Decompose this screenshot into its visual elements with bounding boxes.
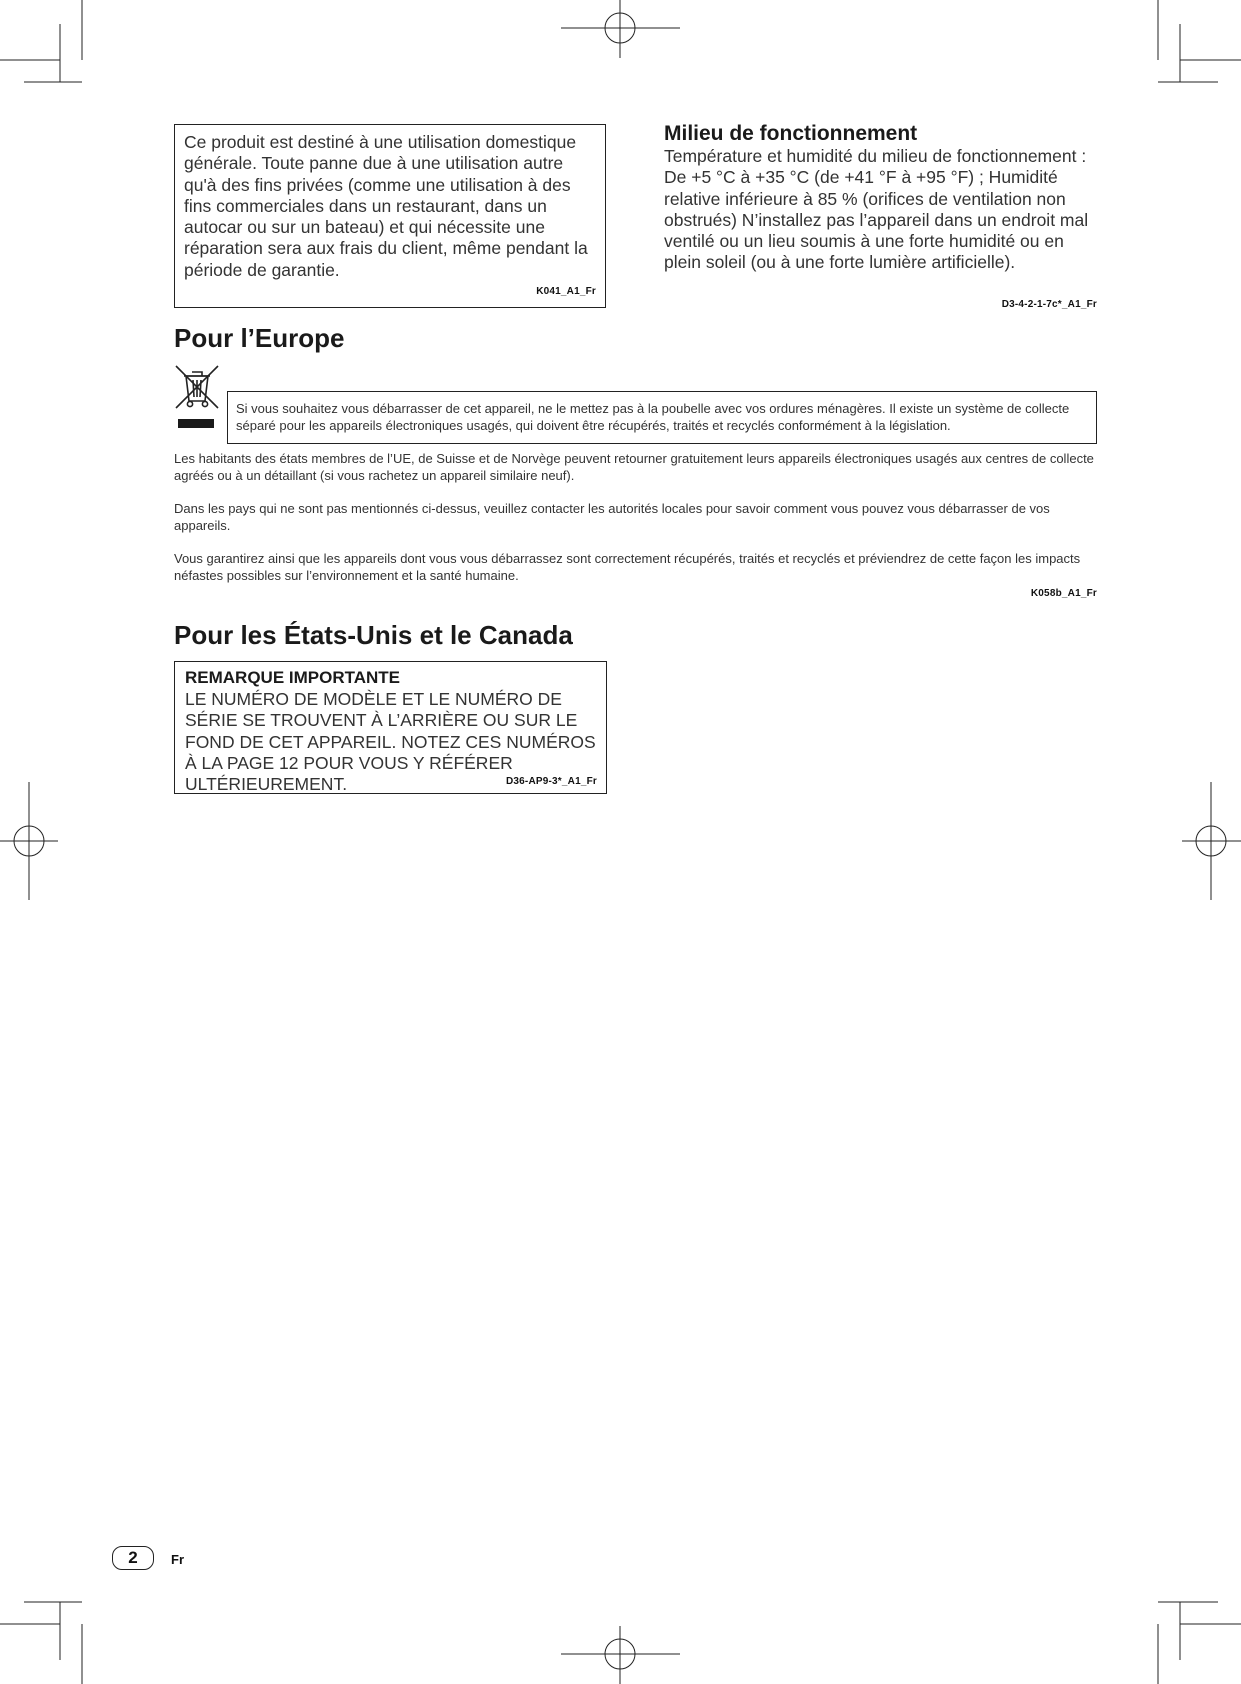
europe-paragraph-3: Vous garantirez ainsi que les appareils dont vous vous débarrassez sont correctement récupérés, traités et recyclés et préviendrez de cette façon les impacts néfastes possibles sur l’environnement et la santé humaine. <box>174 551 1081 583</box>
europe-paragraph-1: Les habitants des états membres de l’UE, de Suisse et de Norvège peuvent retourner gratuitement leurs appareils électroniques usagés aux centres de collecte agréés ou à un détaillant (si vous rachetez un appareil similaire neuf). <box>174 451 1094 483</box>
warranty-text: Ce produit est destiné à une utilisation domestique générale. Toute panne due à une utilisation autre qu'à des fins privées (comme une utilisation à des fins commerciales dans un restaurant, dans un autocar ou sur un bateau) et qui nécessite une réparation sera aux frais du client, même pendant la période de garantie. <box>184 132 588 280</box>
warranty-code: K041_A1_Fr <box>536 286 596 297</box>
crossed-out-wheelie-bin-icon <box>174 364 220 430</box>
disposal-notice-box <box>227 391 1097 444</box>
page-number: 2 <box>112 1546 154 1570</box>
notice-code: D36-AP9-3*_A1_Fr <box>505 776 597 787</box>
environment-title: Milieu de fonctionnement <box>664 122 918 145</box>
europe-paragraph-2: Dans les pays qui ne sont pas mentionnés ci-dessus, veuillez contacter les autorités locales pour savoir comment vous pouvez vous débarrasser de vos appareils. <box>174 501 1050 533</box>
important-notice-box <box>174 661 607 794</box>
disposal-notice-text: Si vous souhaitez vous débarrasser de cet appareil, ne le mettez pas à la poubelle avec vos ordures ménagères. Il existe un système de collecte séparé pour les appareils électroniques usagés, qui doivent être récupérés, traités et recyclés conformément à la législation. <box>236 401 1070 433</box>
europe-code: K058b_A1_Fr <box>1030 588 1097 599</box>
us-canada-heading: Pour les États-Unis et le Canada <box>174 620 573 650</box>
notice-title: REMARQUE IMPORTANTE <box>185 668 401 687</box>
warranty-notice-box <box>174 124 606 308</box>
environment-code: D3-4-2-1-7c*_A1_Fr <box>1001 299 1097 310</box>
notice-text: LE NUMÉRO DE MODÈLE ET LE NUMÉRO DE SÉRIE SE TROUVENT À L’ARRIÈRE OU SUR LE FOND DE CET APPAREIL. NOTEZ CES NUMÉROS À LA PAGE 12 POUR VOUS Y RÉFÉRER ULTÉRIEUREMENT. <box>185 689 596 795</box>
europe-heading: Pour l’Europe <box>174 323 345 353</box>
environment-text: Température et humidité du milieu de fonctionnement : De +5 °C à +35 °C (de +41 °F à +95 °F) ; Humidité relative inférieure à 85 % (orifices de ventilation non obstrués) N’installez pas l’appareil dans un endroit mal ventilé ou un lieu soumis à une forte humidité ou en plein soleil (ou à une forte lumière artificielle). <box>664 146 1089 273</box>
language-label: Fr <box>171 1552 184 1567</box>
